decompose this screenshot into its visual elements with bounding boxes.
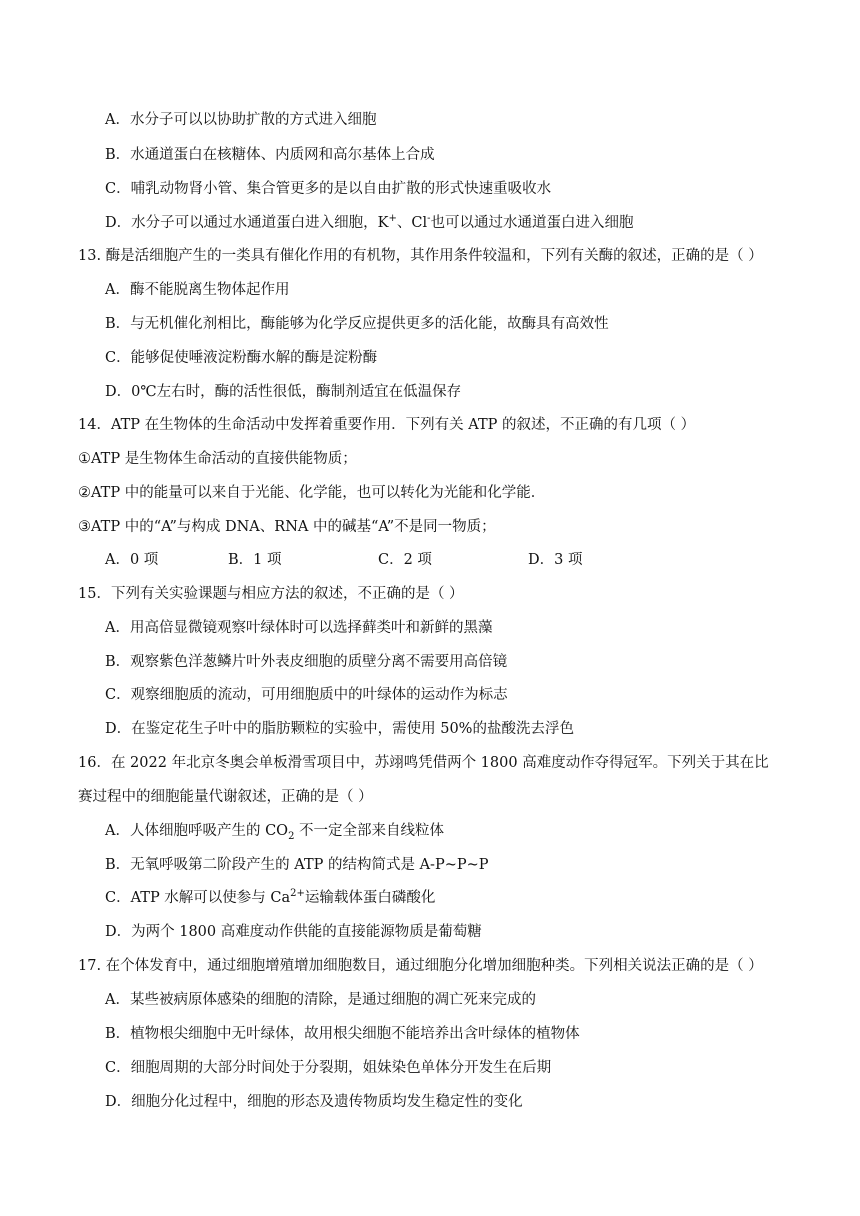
superscript: 2+ [290, 888, 305, 900]
q15-stem: 15．下列有关实验课题与相应方法的叙述，不正确的是（ ） [78, 586, 464, 602]
q14-option-b: B．1 项 [228, 552, 282, 568]
q16-option-c-text-2: 运输载体蛋白磷酸化 [304, 890, 436, 906]
q16-option-b: B．无氧呼吸第二阶段产生的 ATP 的结构简式是 A-P~P~P [105, 857, 489, 873]
q16-option-a-text-2: 不一定全部来自线粒体 [294, 823, 445, 839]
q14-option-d: D．3 项 [528, 552, 583, 568]
q12-option-d-text-3: 也可以通过水通道蛋白进入细胞 [430, 215, 634, 231]
q16-stem-line-2: 赛过程中的细胞能量代谢叙述，正确的是（ ） [78, 789, 373, 805]
q14-options [105, 550, 582, 570]
q14-option-a: A．0 项 [105, 552, 159, 568]
q14-option-c: C．2 项 [378, 552, 432, 568]
q17-option-b: B．植物根尖细胞中无叶绿体，故用根尖细胞不能培养出含叶绿体的植物体 [105, 1026, 580, 1042]
q17-stem: 17. 在个体发育中，通过细胞增殖增加细胞数目，通过细胞分化增加细胞种类。下列相关说法正确的是（ ） [78, 958, 763, 974]
q16-option-c [105, 888, 435, 908]
q13-option-d: D．0℃左右时，酶的活性很低，酶制剂适宜在低温保存 [105, 384, 462, 400]
q15-option-d: D．在鉴定花生子叶中的脂肪颗粒的实验中，需使用 50%的盐酸洗去浮色 [105, 721, 574, 737]
q14-statement-3: ③ATP 中的“A”与构成 DNA、RNA 中的碱基“A”不是同一物质； [78, 519, 496, 535]
q14-stem: 14．ATP 在生物体的生命活动中发挥着重要作用．下列有关 ATP 的叙述，不正确的有几项（ ） [78, 417, 696, 433]
q16-option-c-text-1: C．ATP 水解可以使参与 Ca [105, 890, 291, 906]
q14-statement-1: ①ATP 是生物体生命活动的直接供能物质； [78, 451, 357, 467]
q17-option-d: D．细胞分化过程中，细胞的形态及遗传物质均发生稳定性的变化 [105, 1094, 523, 1110]
q16-stem-line-1: 16．在 2022 年北京冬奥会单板滑雪项目中，苏翊鸣凭借两个 1800 高难度动作夺得冠军。下列关于其在比 [78, 755, 769, 771]
q17-option-c: C．细胞周期的大部分时间处于分裂期，姐妹染色单体分开发生在后期 [105, 1060, 552, 1076]
superscript: - [427, 213, 431, 225]
q15-option-b: B．观察紫色洋葱鳞片叶外表皮细胞的质壁分离不需要用高倍镜 [105, 654, 508, 670]
q12-option-a: A．水分子可以以协助扩散的方式进入细胞 [105, 112, 377, 128]
q17-option-a: A．某些被病原体感染的细胞的清除，是通过细胞的凋亡死来完成的 [105, 992, 536, 1008]
q12-option-d-text-2: 、Cl [396, 215, 428, 231]
q16-option-a-text-1: A．人体细胞呼吸产生的 CO [105, 823, 289, 839]
q16-option-d: D．为两个 1800 高难度动作供能的直接能源物质是葡萄糖 [105, 924, 482, 940]
q13-option-c: C．能够促使唾液淀粉酶水解的酶是淀粉酶 [105, 350, 378, 366]
q12-option-b: B．水通道蛋白在核糖体、内质网和高尔基体上合成 [105, 147, 435, 163]
q15-option-a: A．用高倍显微镜观察叶绿体时可以选择藓类叶和新鲜的黑藻 [105, 620, 493, 636]
subscript: 2 [288, 830, 295, 842]
q12-option-d [105, 213, 633, 233]
q12-option-d-text-1: D．水分子可以通过水通道蛋白进入细胞，K [105, 215, 389, 231]
q13-option-b: B．与无机催化剂相比，酶能够为化学反应提供更多的活化能，故酶具有高效性 [105, 316, 609, 332]
q12-option-c: C．哺乳动物肾小管、集合管更多的是以自由扩散的形式快速重吸收水 [105, 181, 552, 197]
q16-option-a [105, 821, 444, 841]
q14-statement-2: ②ATP 中的能量可以来自于光能、化学能，也可以转化为光能和化学能． [78, 485, 546, 501]
superscript: + [388, 213, 397, 225]
q13-option-a: A．酶不能脱离生物体起作用 [105, 282, 290, 298]
q15-option-c: C．观察细胞质的流动，可用细胞质中的叶绿体的运动作为标志 [105, 687, 508, 703]
q13-stem: 13. 酶是活细胞产生的一类具有催化作用的有机物，其作用条件较温和，下列有关酶的叙述，正确的是（ ） [78, 248, 763, 264]
